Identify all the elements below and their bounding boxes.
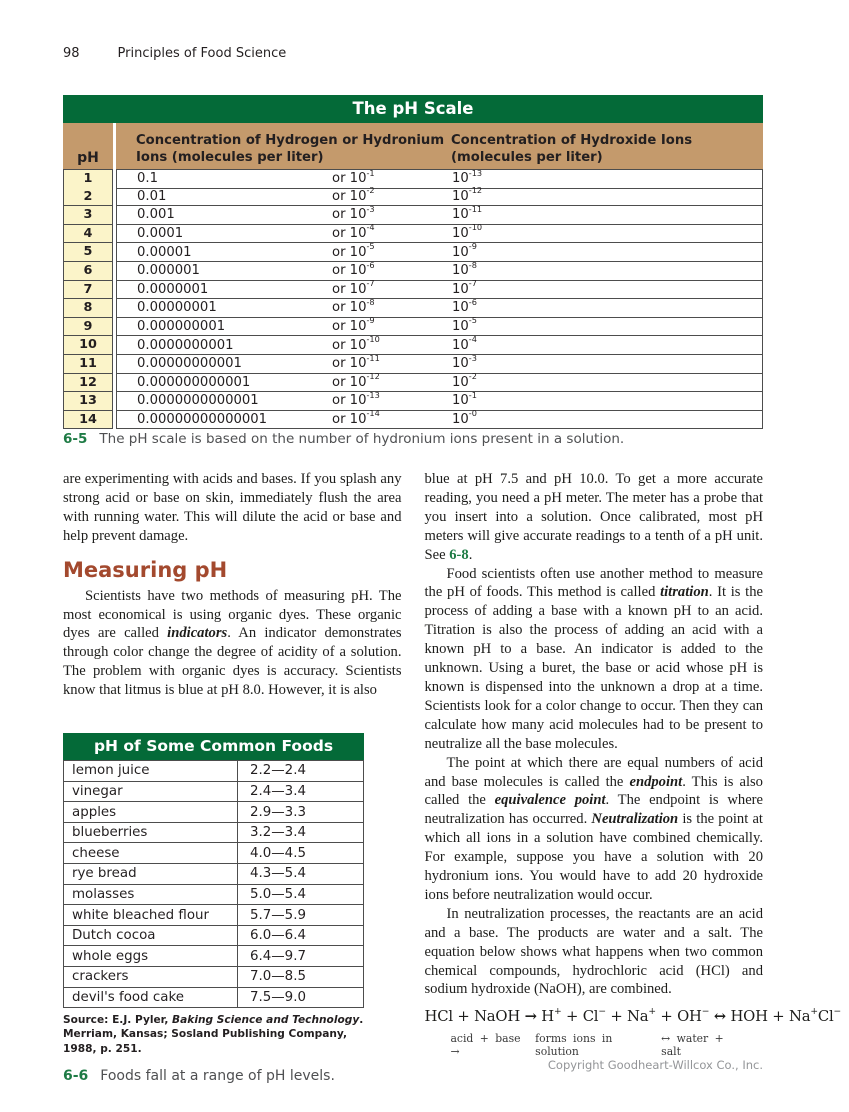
hydronium-decimal-cell: 0.0000000000001 — [137, 393, 259, 409]
paragraph — [425, 905, 764, 1000]
exponent: -13 — [468, 167, 483, 178]
foods-table-row — [63, 988, 364, 1009]
hydronium-power-cell: or $10^{-5}$ — [332, 241, 375, 260]
hydroxide-power-cell: $10^{-7}$ — [452, 278, 477, 297]
chemical-equation — [424, 1006, 841, 1026]
hydronium-decimal-cell: 0.00001 — [137, 244, 192, 260]
exponent: -8 — [468, 259, 477, 270]
food-ph-range-cell: 7.5—9.0 — [250, 989, 306, 1005]
hydroxide-power-cell: $10^{-8}$ — [452, 259, 477, 279]
food-ph-range-cell: 5.0—5.4 — [250, 886, 306, 902]
foods-table-row — [63, 946, 364, 967]
ph-value-cell: 14 — [63, 411, 113, 430]
concentration-cells — [116, 203, 763, 225]
hydronium-power-cell: or $10^{-2}$ — [332, 185, 375, 204]
text-segment-bi: indicators — [167, 625, 228, 642]
foods-table-row — [63, 926, 364, 947]
ph-table-subheader — [63, 123, 763, 169]
hydroxide-power-cell: $10^{-11}$ — [452, 203, 483, 223]
hydronium-power-cell: or $10^{-10}$ — [332, 334, 380, 353]
text-segment: In neutralization processes, the reactants are an acid and a base. The products are water and a salt. The equation below shows what happens when two common chemical compounds, hydrochloric acid (HCl) and sodium hydroxide (NaOH), are combined. — [424, 905, 763, 998]
text-segment: + OH — [655, 1008, 702, 1026]
right-column — [424, 470, 841, 1084]
hydronium-decimal-cell: 0.00000001 — [137, 300, 217, 316]
ph-table-row — [63, 352, 763, 374]
concentration-cells — [116, 278, 763, 300]
exponent: -11 — [366, 352, 380, 363]
ph-value-cell: 3 — [63, 206, 113, 225]
ph-value-cell: 10 — [63, 336, 113, 355]
food-ph-range-cell: 6.0—6.4 — [250, 928, 306, 944]
exponent: -3 — [366, 203, 375, 214]
food-name-cell: rye bread — [64, 864, 238, 884]
text-segment-bi: equivalence point — [494, 792, 606, 809]
text-segment: . — [468, 546, 473, 563]
figure-caption-text: The pH scale is based on the number of hydronium ions present in a solution. — [99, 431, 625, 447]
ph-table-row — [63, 296, 763, 318]
concentration-cells — [116, 222, 763, 244]
copyright-notice: Copyright Goodheart-Willcox Co., Inc. — [547, 1058, 763, 1072]
hydronium-power-cell: or $10^{-13}$ — [332, 389, 380, 409]
exponent: -14 — [366, 408, 380, 419]
ph-value-cell: 5 — [63, 243, 113, 262]
text-segment-arrow: → — [524, 1008, 537, 1026]
hydroxide-column-header: Concentration of Hydroxide Ions (molecules per liter) — [451, 133, 693, 165]
concentration-cells — [116, 185, 763, 207]
exponent: -11 — [468, 203, 483, 214]
hydronium-power-cell: or $10^{-9}$ — [332, 315, 375, 335]
exponent: -7 — [468, 278, 477, 289]
ph-value-cell: 1 — [63, 169, 113, 189]
paragraph — [425, 470, 764, 565]
food-name-cell: white bleached flour — [64, 905, 238, 925]
exponent: -0 — [468, 408, 477, 419]
text-segment-sup: + — [648, 1006, 656, 1018]
ph-table-row — [63, 203, 763, 225]
hydronium-power-cell: or $10^{-6}$ — [332, 259, 375, 279]
hydronium-power-cell: or $10^{-8}$ — [332, 296, 375, 316]
ph-table-title: The pH Scale — [63, 95, 763, 123]
exponent: -6 — [366, 259, 375, 270]
foods-table-row — [63, 823, 364, 844]
foods-table-row — [63, 905, 364, 926]
food-ph-range-cell: 3.2—3.4 — [250, 825, 306, 841]
page-number: 98 — [63, 46, 80, 61]
foods-table-row — [63, 802, 364, 823]
food-name-cell: vinegar — [64, 782, 238, 802]
ph-table-row — [63, 185, 763, 207]
hydroxide-power-cell: $10^{-1}$ — [452, 389, 477, 409]
hydronium-decimal-cell: 0.000000000001 — [137, 374, 251, 390]
exponent: -5 — [366, 241, 375, 252]
hydronium-column-header: Concentration of Hydrogen or Hydronium Ions (molecules per liter) — [136, 133, 445, 165]
exponent: -13 — [366, 389, 380, 400]
figure-number: 6-6 — [63, 1068, 89, 1085]
ph-table-row — [63, 389, 763, 411]
food-ph-range-cell: 2.4—3.4 — [250, 783, 306, 799]
ph-table-row — [63, 222, 763, 244]
ph-value-cell: 11 — [63, 355, 113, 374]
text-segment: Scientists have two methods of measuring pH. The most economical is using organic dyes. These organic dyes are called — [63, 587, 402, 642]
foods-table-row — [63, 782, 364, 803]
text-segment: + Na — [605, 1008, 649, 1026]
concentration-cells — [116, 352, 763, 374]
ph-table-row — [63, 336, 763, 355]
food-name-cell: blueberries — [64, 823, 238, 843]
running-title: Principles of Food Science — [117, 46, 287, 61]
equation-labels — [425, 1032, 764, 1058]
exponent: -3 — [468, 352, 477, 363]
ph-table-row — [63, 243, 763, 262]
hydroxide-power-cell: $10^{-6}$ — [452, 296, 477, 316]
ph-table-body — [63, 169, 763, 429]
body-columns — [63, 470, 841, 1085]
figure-caption-6-5 — [63, 431, 763, 447]
ph-value-cell: 8 — [63, 299, 113, 318]
hydronium-decimal-cell: 0.0001 — [137, 226, 184, 242]
ph-value-cell: 6 — [63, 262, 113, 281]
exponent: -9 — [468, 241, 477, 252]
exponent: -8 — [366, 296, 375, 307]
hydronium-decimal-cell: 0.0000001 — [137, 281, 209, 297]
text-segment-bi: Neutralization — [591, 811, 679, 828]
text-segment: . The endpoint is where neutralization has occurred. — [424, 792, 764, 828]
concentration-cells — [116, 296, 763, 318]
concentration-cells — [116, 336, 763, 355]
hydroxide-power-cell: $10^{-2}$ — [452, 371, 477, 390]
hydroxide-power-cell: $10^{-10}$ — [452, 222, 483, 242]
ph-table-row — [63, 371, 763, 393]
exponent: -10 — [468, 222, 483, 233]
text-segment: H — [536, 1008, 554, 1026]
exponent: -5 — [468, 315, 477, 326]
concentration-cells — [116, 315, 763, 337]
hydronium-power-cell: or $10^{-14}$ — [332, 408, 380, 428]
hydroxide-power-cell: $10^{-4}$ — [452, 334, 477, 353]
hydroxide-power-cell: $10^{-5}$ — [452, 315, 477, 335]
table-source-note — [63, 1013, 383, 1056]
hydronium-decimal-cell: 0.01 — [137, 188, 167, 204]
food-ph-range-cell: 6.4—9.7 — [250, 948, 306, 964]
text-segment-sup: − — [598, 1006, 606, 1018]
ph-value-cell: 7 — [63, 281, 113, 300]
exponent: -12 — [366, 371, 380, 382]
equation-label-ions: forms ions in solution — [535, 1032, 613, 1059]
text-segment: is the point at which all ions in a solution have combined chemically. For example, suppose you have a solution with 20 hydronium ions. You would have to add 20 hydroxide ions before neutralization would occur. — [424, 811, 763, 903]
food-name-cell: crackers — [64, 967, 238, 987]
ph-table-row — [63, 169, 763, 188]
hydronium-power-cell: or $10^{-7}$ — [332, 278, 375, 297]
text-segment-sup: + — [810, 1006, 818, 1018]
text-segment-sup: − — [701, 1006, 710, 1018]
hydroxide-power-cell: $10^{-0}$ — [452, 408, 477, 428]
foods-table-row — [63, 760, 364, 782]
equation-label-products: ↔ water + salt — [661, 1032, 724, 1059]
foods-table-row — [63, 885, 364, 906]
hydronium-power-cell: or $10^{-3}$ — [332, 203, 375, 223]
ph-table-row — [63, 259, 763, 281]
hydronium-decimal-cell: 0.000000001 — [137, 319, 226, 335]
exponent: -6 — [468, 296, 477, 307]
section-heading: Measuring pH — [63, 557, 228, 582]
hydronium-power-cell: or $10^{-4}$ — [332, 222, 375, 242]
text-segment-arrow: ↔ — [713, 1008, 726, 1026]
ph-value-cell: 13 — [63, 392, 113, 411]
food-name-cell: whole eggs — [64, 946, 238, 966]
hydronium-decimal-cell: 0.0000000001 — [137, 337, 234, 353]
foods-table-title: pH of Some Common Foods — [63, 733, 364, 760]
foods-table-row — [63, 967, 364, 988]
text-segment: HCl + NaOH — [424, 1008, 525, 1026]
text-segment-bi: titration — [660, 584, 709, 601]
figure-caption-6-6 — [63, 1068, 402, 1084]
figure-caption-text: Foods fall at a range of pH levels. — [100, 1068, 335, 1085]
exponent: -1 — [468, 389, 477, 400]
food-name-cell: cheese — [64, 843, 238, 863]
hydronium-decimal-cell: 0.000001 — [137, 263, 200, 279]
hydronium-decimal-cell: 0.001 — [137, 207, 175, 223]
text-segment: . Merriam, Kansas; Sosland Publishing Company, 1988, p. 251. — [63, 1014, 364, 1055]
text-segment: are experimenting with acids and bases. If you splash any strong acid or base on skin, immediately flush the area with running water. This will dilute the acid or base and help prevent damage. — [63, 471, 402, 544]
food-name-cell: lemon juice — [64, 761, 238, 781]
exponent: -9 — [366, 315, 375, 326]
paragraph — [63, 587, 402, 700]
exponent: -4 — [468, 334, 477, 345]
page-header — [63, 46, 286, 61]
concentration-cells — [116, 371, 763, 393]
paragraph — [425, 565, 764, 754]
text-segment: The point at which there are equal numbers of acid and base molecules is called the — [424, 754, 763, 790]
text-segment-i: Baking Science and Technology — [172, 1014, 360, 1027]
foods-table-row — [63, 843, 364, 864]
text-segment: Cl — [817, 1008, 834, 1026]
text-segment-sup: − — [833, 1006, 841, 1018]
text-segment: blue at pH 7.5 and pH 10.0. To get a more accurate reading, you need a pH meter. The meter has a probe that you insert into a solution. Once calibrated, most pH meters will give accurate readings to a tenth of a pH unit. See — [424, 471, 763, 563]
figure-number: 6-5 — [63, 431, 88, 447]
ph-value-cell: 9 — [63, 318, 113, 337]
exponent: -2 — [468, 371, 477, 382]
text-segment: HOH + Na — [725, 1008, 811, 1026]
hydronium-decimal-cell: 0.00000000001 — [137, 356, 242, 372]
hydroxide-power-cell: $10^{-13}$ — [452, 167, 483, 187]
ph-value-cell: 4 — [63, 225, 113, 244]
concentration-cells — [116, 259, 763, 281]
text-segment-ref: 6-8 — [449, 546, 469, 563]
ph-value-cell: 2 — [63, 188, 113, 207]
text-segment: + Cl — [561, 1008, 599, 1026]
food-ph-range-cell: 4.3—5.4 — [250, 866, 306, 882]
hydroxide-power-cell: $10^{-12}$ — [452, 185, 483, 204]
ph-table-row — [63, 315, 763, 337]
hydroxide-power-cell: $10^{-9}$ — [452, 241, 477, 260]
left-column — [63, 470, 402, 1084]
concentration-cells — [116, 389, 763, 411]
exponent: -4 — [366, 222, 375, 233]
food-ph-range-cell: 4.0—4.5 — [250, 845, 306, 861]
food-ph-range-cell: 2.9—3.3 — [250, 804, 306, 820]
text-segment-sup: + — [554, 1006, 562, 1018]
text-segment: . This is also called the — [424, 773, 763, 809]
concentration-cells — [116, 243, 763, 262]
equation-label-reactants: acid + base → — [450, 1032, 521, 1059]
text-segment: Source: E.J. Pyler, — [63, 1014, 173, 1027]
exponent: -12 — [468, 185, 483, 196]
hydronium-power-cell: or $10^{-12}$ — [332, 371, 380, 390]
food-ph-range-cell: 5.7—5.9 — [250, 907, 306, 923]
hydronium-power-cell: or $10^{-1}$ — [332, 167, 375, 187]
text-segment: . It is the process of adding a base with a known pH to an acid. Titration is also the process of adding an acid with a known pH to a base. An indicator is added to the unknown. Using a buret, the base or acid whose pH is known is dispensed into the unknown a drop at a time. Scientists look for a color change to occur. Then they can calculate how many acid molecules had to be present to neutralize all the base molecules. — [424, 584, 763, 752]
hydroxide-power-cell: $10^{-3}$ — [452, 352, 477, 372]
food-name-cell: Dutch cocoa — [64, 926, 238, 946]
ph-table-row — [63, 408, 763, 430]
hydronium-decimal-cell: 0.1 — [137, 171, 158, 187]
exponent: -7 — [366, 278, 375, 289]
foods-ph-table — [63, 733, 364, 1008]
concentration-cells — [116, 408, 763, 430]
exponent: -10 — [366, 334, 380, 345]
food-ph-range-cell: 2.2—2.4 — [250, 763, 306, 779]
paragraph — [63, 470, 402, 546]
food-name-cell: devil's food cake — [64, 988, 238, 1008]
ph-column-header: pH — [63, 123, 113, 169]
ph-table-row — [63, 278, 763, 300]
ph-value-cell: 12 — [63, 374, 113, 393]
foods-table-body — [63, 760, 364, 1008]
exponent: -1 — [366, 167, 375, 178]
exponent: -2 — [366, 185, 375, 196]
foods-table-row — [63, 864, 364, 885]
food-name-cell: molasses — [64, 885, 238, 905]
food-ph-range-cell: 7.0—8.5 — [250, 969, 306, 985]
food-name-cell: apples — [64, 802, 238, 822]
hydronium-power-cell: or $10^{-11}$ — [332, 352, 380, 372]
concentration-cells — [116, 169, 763, 189]
hydronium-decimal-cell: 0.00000000000001 — [137, 412, 268, 428]
text-segment: Food scientists often use another method to measure the pH of foods. This method is called — [424, 565, 763, 601]
paragraph — [425, 754, 764, 905]
text-segment: . An indicator demonstrates through color change the degree of acidity of a solution. The problem with organic dyes is accuracy. Scientists know that litmus is blue at pH 8.0. However, it is also — [63, 625, 402, 699]
text-segment-bi: endpoint — [629, 773, 683, 790]
ph-scale-table — [63, 95, 763, 429]
